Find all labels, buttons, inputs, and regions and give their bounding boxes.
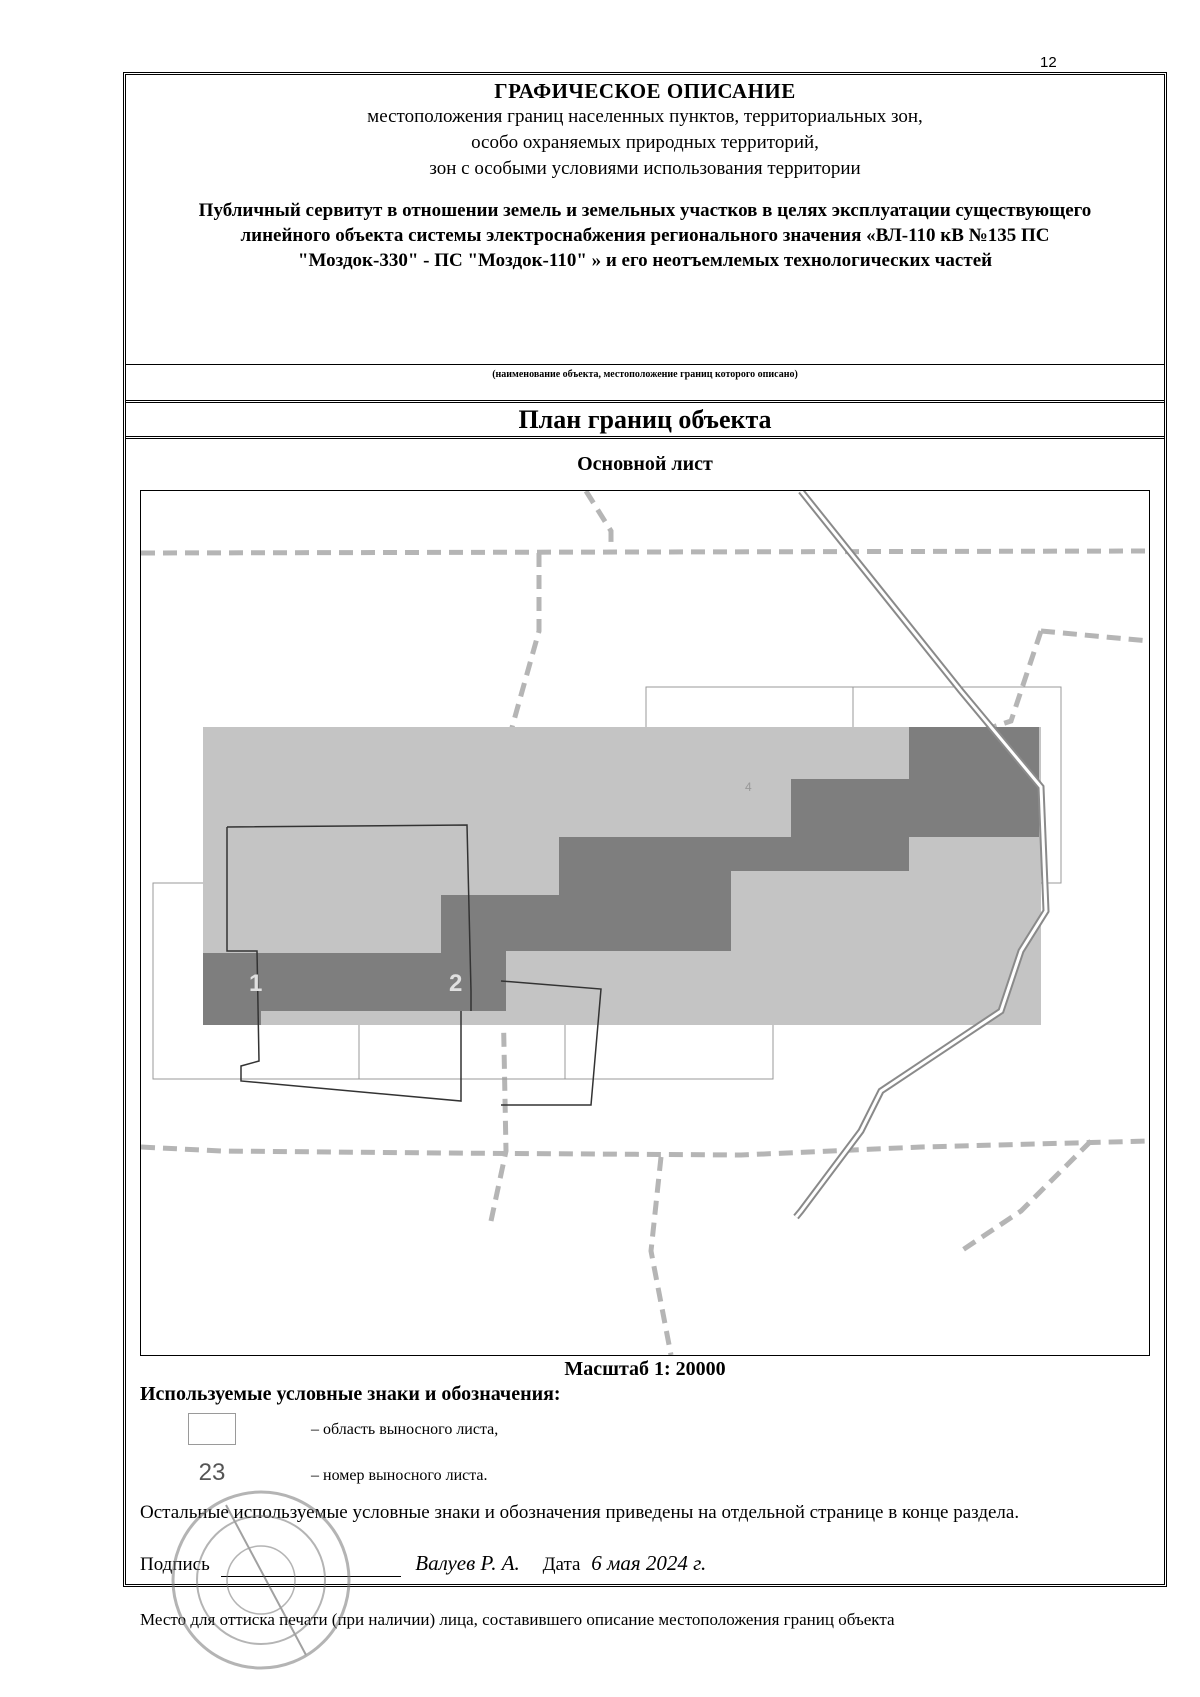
document-frame bbox=[123, 72, 1167, 1629]
sheet-label-1: 1 bbox=[249, 970, 263, 997]
boundary-south-vertical bbox=[651, 1157, 671, 1355]
legend-item-area-text: – область выносного листа, bbox=[311, 1421, 499, 1438]
boundary-ne-spur bbox=[981, 631, 1041, 731]
signature-row bbox=[140, 1551, 706, 1577]
legend-item-number-text: – номер выносного листа. bbox=[311, 1467, 488, 1484]
rectangle-outline-icon bbox=[188, 1413, 236, 1445]
sheet-title: Основной лист bbox=[577, 453, 713, 475]
boundary-north bbox=[141, 551, 1149, 553]
sheet-label-2: 2 bbox=[449, 970, 463, 997]
map-scale: Масштаб 1: 20000 bbox=[564, 1358, 726, 1380]
signature-label: Подпись bbox=[140, 1554, 210, 1575]
subtitle-line-3: зон с особыми условиями использования территории bbox=[429, 158, 861, 179]
boundary-north-spur bbox=[586, 491, 611, 553]
subtitle-line-1: местоположения границ населенных пунктов, территориальных зон, bbox=[367, 106, 923, 127]
object-caption: (наименование объекта, местоположение границ которого описано) bbox=[492, 369, 798, 380]
sheet-label-4: 4 bbox=[745, 780, 752, 794]
signature-date: 6 мая 2024 г. bbox=[591, 1551, 707, 1575]
empty-row bbox=[126, 383, 1164, 403]
boundary-ne bbox=[1041, 631, 1149, 641]
date-label: Дата bbox=[542, 1554, 581, 1575]
page-number: 12 bbox=[1040, 54, 1057, 71]
header-block bbox=[126, 75, 1164, 365]
document-title: ГРАФИЧЕСКОЕ ОПИСАНИЕ bbox=[494, 79, 796, 103]
legend-item-number-symbol: 23 bbox=[198, 1459, 226, 1486]
boundary-se bbox=[961, 1141, 1091, 1251]
boundary-map bbox=[140, 490, 1150, 1356]
map-drawing bbox=[141, 491, 1149, 1355]
subtitle-line-2: особо охраняемых природных территорий, bbox=[471, 132, 819, 153]
object-name: Публичный сервитут в отношении земель и земельных участков в целях эксплуатации существующего линейного объекта системы электроснабжения регионального значения «ВЛ-110 кВ №135 ПС "Моздок-330" - ПС "Моздок-110" » и его неотъемлемых технологических частей bbox=[198, 200, 1092, 271]
signer-name: Валуев Р. А. bbox=[415, 1551, 520, 1575]
other-symbols-note: Остальные используемые условные знаки и обозначения приведены на отдельной странице в конце раздела. bbox=[140, 1502, 1020, 1523]
legend-title: Используемые условные знаки и обозначения: bbox=[140, 1383, 561, 1405]
servitude-areas bbox=[203, 727, 1041, 1025]
boundary-south bbox=[141, 1141, 1149, 1155]
signature-line bbox=[221, 1554, 401, 1577]
plan-title: План границ объекта bbox=[126, 403, 1164, 439]
stamp-place-text: Место для оттиска печати (при наличии) лица, составившего описание местоположения границ объекта bbox=[140, 1610, 895, 1629]
